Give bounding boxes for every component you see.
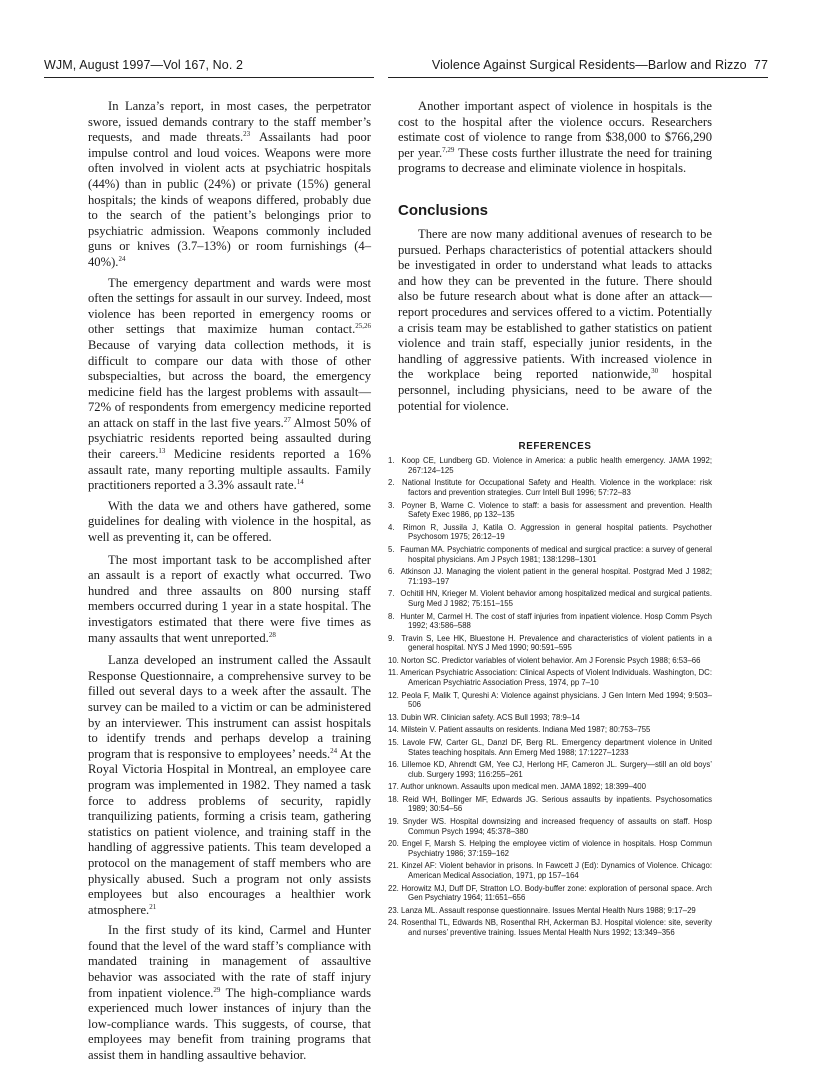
reference-item (388, 668, 712, 688)
reference-text: Norton SC. Predictor variables of violent behavior. Am J Forensic Psych 1988; 6:53–66 (401, 655, 701, 665)
reference-text: Atkinson JJ. Managing the violent patient in the general hospital. Postgrad Med J 1982; 71:193–197 (400, 567, 712, 586)
reference-number: 20. (388, 839, 399, 849)
reference-item (388, 839, 712, 858)
paragraph-conclusions: There are now many additional avenues of research to be pursued. Perhaps characteristics of potential attackers should be investigated in order to understand what leads to attacks and how they can be prevented in the future. There should also be future research about what is done after an attack—report procedures and services offered to a victim. Potentially a crisis team may be established to gather statistics on patient violence and train staff, especially junior residents, in the handling of aggressive patients. With increased violence in the workplace being reported nationwide,$^{30}$ hospital personnel, including physicians, need to be aware of the potential for violence. (398, 226, 712, 413)
reference-item (388, 861, 712, 881)
reference-text: Travin S, Lee HK, Bluestone H. Prevalence and characteristics of violent patients in a general hospital. NYS J Med 1990; 90:591–595 (401, 633, 712, 653)
reference-text: Peola F, Malik T, Qureshi A: Violence against physicians. J Gen Intern Med 1994; 9:503–506 (401, 690, 713, 710)
reference-text: Fauman MA. Psychiatric components of medical and surgical practice: a survey of general hospital physicians. Am J Psych 1981; 138:1298–1301 (400, 544, 712, 564)
reference-text: Milstein V. Patient assaults on residents. Indiana Med 1987; 80:753–755 (401, 725, 651, 735)
paragraph-carmel-hunter: In the first study of its kind, Carmel and Hunter found that the level of the ward staff’s compliance with mandated training in management of assaultive behavior was associated with the rate of staff injury from inpatient violence.$^{29}$ The high-compliance wards experienced much lower instances of injury than the low-compliance wards. This suggests, of course, that employees may benefit from training programs that assist them in handling assaultive behavior. (88, 923, 371, 1063)
reference-number: 18. (388, 794, 399, 804)
references-list (388, 456, 713, 938)
left-column (88, 99, 371, 1064)
reference-number: 10. (388, 655, 399, 665)
reference-item (388, 782, 712, 792)
reference-item (388, 737, 712, 757)
reference-item (388, 794, 712, 814)
reference-text: American Psychiatric Association: Clinical Aspects of Violent Individuals. Washington, DC: American Psychiatric Association Press, 1974, pp 7–10 (400, 668, 712, 688)
paragraph-assault-questionnaire: Lanza developed an instrument called the Assault Response Questionnaire, a comprehensive survey to be filled out several days to a week after the assault. The survey can be mailed to a victim or can be administered by an interviewer. This instrument can assist hospitals to identify trends and perhaps develop a training program that is responsive to employees’ needs.$^{24}$ At the Royal Victoria Hospital in Montreal, an employee care program was implemented in 1982. They named a task force to address problems of security, rapidly tranquilizing patients, forming a crisis team, gathering statistics on patient violence, and training staff in the handling of aggressive patients. This team developed a protocol on the management of staff members who are physically abused. Such a program not only assists employees but also encourages a healthier work atmosphere.$^{21}$ (88, 653, 371, 917)
reference-item (388, 905, 712, 916)
reference-text: Koop CE, Lundberg GD. Violence in America: a public health emergency. JAMA 1992; 267:124–125 (401, 456, 712, 475)
reference-text: Engel F, Marsh S. Helping the employee victim of violence in hospitals. Hosp Commun Psychiatry 1986; 37:159–162 (401, 839, 712, 858)
reference-item: 9. Travin S, Lee HK, Bluestone H. Prevalence and characteristics of violent patients in a general hospital. NYS J Med 1990; 90:591–595 (388, 633, 712, 653)
paragraph-report-task: The most important task to be accomplished after an assault is a report of exactly what occurred. Two hundred and three assaults on 800 nursing staff members occurred during 1 year in a state hospital. The investigators estimated that there were five times as many assaults that went unreported.$^{28}$ (88, 552, 371, 645)
conclusions-heading: Conclusions (398, 201, 489, 219)
reference-item: 7. Ochitill HN, Krieger M. Violent behavior among hospitalized medical and surgical patients. Surg Med J 1982; 75:151–155 (388, 589, 712, 609)
paragraph-lanza-report: In Lanza’s report, in most cases, the perpetrator swore, issued demands contrary to the staff member’s requests, and made threats.$^{23}$ Assailants had poor impulse control and loud voices. Weapons were more often involved in violent acts at psychiatric hospitals (44%) than in public (24%) or private (15%) general hospitals; the kinds of weapons differed, probably due to the search of the patient’s belongings prior to psychiatric admission. Weapons commonly included guns or knives (3.7–13%) or room furnishings (4–40%).$^{24}$ (88, 99, 371, 269)
reference-text: Poyner B, Warne C. Violence to staff: a basis for assessment and prevention. Health Safety Exec 1986, pp 132–135 (401, 500, 713, 520)
reference-item (388, 712, 712, 723)
reference-item (388, 690, 713, 710)
reference-text: National Institute for Occupational Safety and Health. Violence in the workplace: risk factors and prevention strategies. Curr Intell Bull 1996; 57:72–83 (401, 478, 712, 497)
reference-number: 21. (388, 861, 399, 871)
reference-text: Kinzel AF: Violent behavior in prisons. In Fawcett J (Ed): Dynamics of Violence. Chicago: American Medical Association, 1971, pp 157–164 (401, 861, 712, 881)
reference-text: Lavole FW, Carter GL, Danzl DF, Berg RL. Emergency department violence in United States teaching hospitals. Ann Emerg Med 1988; 17:1227–1233 (402, 737, 712, 757)
reference-item: 1. Koop CE, Lundberg GD. Violence in America: a public health emergency. JAMA 1992; 267:124–125 (388, 456, 712, 475)
reference-item: 6. Atkinson JJ. Managing the violent patient in the general hospital. Postgrad Med J 1982; 71:193–197 (388, 567, 712, 586)
reference-number: 16. (388, 760, 399, 770)
reference-item (388, 760, 712, 779)
reference-number: 17. (388, 782, 399, 792)
reference-text: Author unknown. Assaults upon medical men. JAMA 1892; 18:399–400 (400, 782, 646, 792)
reference-number: 13. (388, 712, 399, 722)
reference-text: Reid WH, Bollinger MF, Edwards JG. Serious assaults by inpatients. Psychosomatics 1989; 30:54–56 (402, 794, 712, 814)
running-title-text: Violence Against Surgical Residents—Barlow and Rizzo (431, 58, 747, 72)
reference-number: 22. (388, 883, 399, 893)
reference-text: Lanza ML. Assault response questionnaire. Issues Mental Health Nurs 1988; 9:17–29 (401, 905, 696, 915)
reference-item: 2. National Institute for Occupational Safety and Health. Violence in the workplace: risk factors and prevention strategies. Curr Intell Bull 1996; 57:72–83 (388, 478, 712, 497)
reference-number: 24. (388, 918, 399, 928)
paragraph-assault-settings: The emergency department and wards were most often the settings for assault in our survey. Indeed, most violence has been reported in emergency rooms or other settings that maximize human contact.$^{25,26}$ Because of varying data collection methods, it is difficult to compare our data with those of other subspecialties, but across the board, the emergency medicine field has the largest problems with assault—72% of respondents from emergency medicine reported an attack on staff in the last five years.$^{27}$ Almost 50% of psychiatric residents reported being assaulted during their careers.$^{13}$ Medicine residents reported a 16% assault rate, many reporting multiple assaults. Family practitioners reported a 3.3% assault rate.$^{14}$ (88, 275, 371, 493)
paragraph-cost-of-violence: Another important aspect of violence in hospitals is the cost to the hospital after the violence occurs. Researchers estimate cost of violence to range from $38,000 to $766,290 per year.$^{7,29}$ These costs further illustrate the need for training programs to decrease and eliminate violence in hospitals. (398, 99, 713, 176)
right-column (388, 99, 713, 940)
journal-citation: WJM, August 1997—Vol 167, No. 2 (44, 58, 244, 72)
reference-item: 8. Hunter M, Carmel H. The cost of staff injuries from inpatient violence. Hosp Comm Psych 1992; 43:586–588 (388, 611, 712, 631)
reference-text: Rimon R, Jussila J, Katila O. Aggression in general hospital patients. Psychother Psychosom 1975; 26:12–19 (403, 522, 713, 542)
header-rule-right (388, 77, 768, 78)
reference-text: Rosenthal TL, Edwards NB, Rosenthal RH, Ackerman BJ. Hospital violence: site, severity and nurses’ preventive training. Issues Mental Health Nurs 1992; 13:349–356 (401, 918, 712, 937)
page-number: 77 (753, 58, 768, 72)
reference-number: 19. (388, 816, 399, 826)
reference-item (388, 816, 712, 836)
references-heading: REFERENCES (518, 441, 592, 453)
running-title (432, 58, 768, 72)
reference-text: Hunter M, Carmel H. The cost of staff injuries from inpatient violence. Hosp Comm Psych 1992; 43:586–588 (400, 611, 712, 631)
reference-number: 15. (388, 737, 399, 747)
reference-text: Lillemoe KD, Ahrendt GM, Yee CJ, Herlong HF, Cameron JL. Surgery—still an old boys’ club. Surgery 1993; 116:255–261 (401, 760, 712, 779)
header-rule-left (44, 77, 374, 78)
reference-item (388, 655, 712, 666)
reference-text: Horowitz MJ, Duff DF, Stratton LO. Body-buffer zone: exploration of personal space. Arch Gen Psychiatry 1964; 11:651–656 (401, 883, 712, 903)
reference-number: 23. (388, 905, 399, 915)
reference-item (388, 883, 712, 903)
reference-item (388, 725, 712, 735)
reference-text: Ochitill HN, Krieger M. Violent behavior among hospitalized medical and surgical patients. Surg Med J 1982; 75:151–155 (400, 589, 712, 609)
paragraph-guidelines: With the data we and others have gathered, some guidelines for dealing with violence in the hospital, as well as preventing it, can be offered. (88, 498, 371, 545)
reference-item: 3. Poyner B, Warne C. Violence to staff: a basis for assessment and prevention. Health Safety Exec 1986, pp 132–135 (388, 500, 713, 520)
reference-item: 5. Fauman MA. Psychiatric components of medical and surgical practice: a survey of general hospital physicians. Am J Psych 1981; 138:1298–1301 (388, 544, 712, 564)
reference-item: 4. Rimon R, Jussila J, Katila O. Aggression in general hospital patients. Psychother Psychosom 1975; 26:12–19 (388, 522, 713, 542)
reference-number: 12. (388, 690, 399, 700)
reference-item (388, 918, 712, 937)
reference-number: 14. (388, 725, 399, 735)
reference-text: Snyder WS. Hospital downsizing and increased frequency of assaults on staff. Hosp Commun Psych 1994; 45:378–380 (402, 816, 712, 836)
reference-text: Dubin WR. Clinician safety. ACS Bull 1993; 78:9–14 (401, 712, 580, 722)
